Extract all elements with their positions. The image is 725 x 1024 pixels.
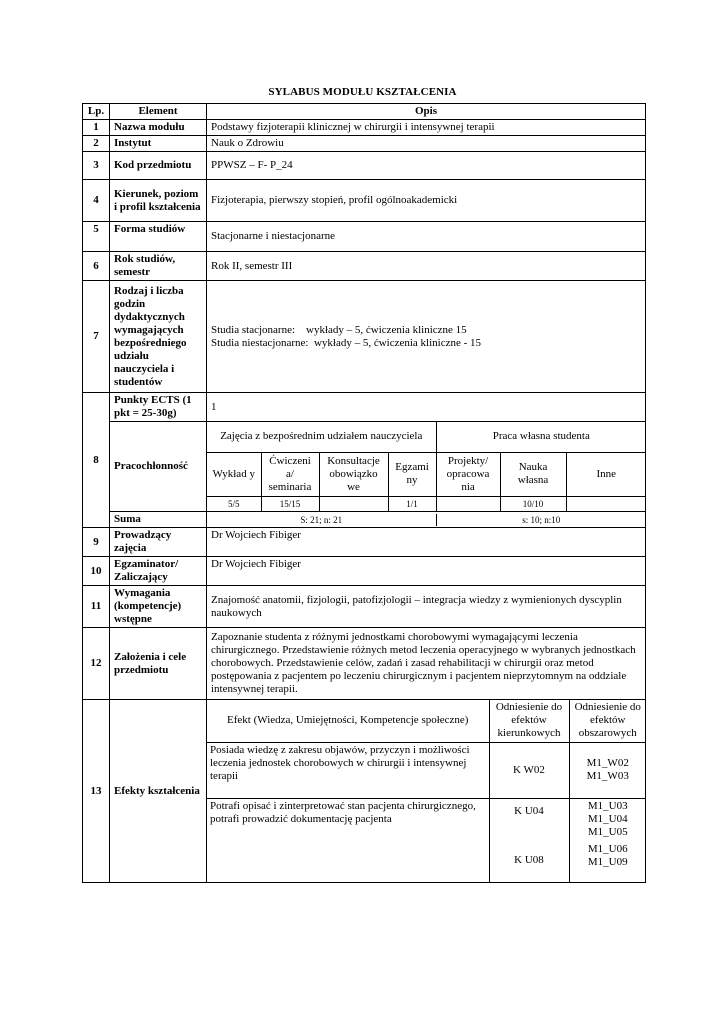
col-other: Inne bbox=[566, 452, 646, 496]
row-description: Dr Wojciech Fibiger bbox=[207, 528, 646, 557]
obsz-code: M1_U05 bbox=[587, 825, 628, 838]
col-exercises: Ćwiczeni a/ seminaria bbox=[261, 452, 319, 496]
row-number: 7 bbox=[83, 281, 110, 393]
table-row bbox=[83, 152, 646, 180]
table-row bbox=[83, 393, 646, 422]
row-element: Prowadzący zajęcia bbox=[110, 528, 207, 557]
obsz-code: M1_U09 bbox=[587, 855, 628, 868]
obsz-code: M1_W02 bbox=[586, 757, 629, 769]
header-element: Element bbox=[110, 104, 207, 120]
own-work-header: Praca własna studenta bbox=[436, 422, 646, 452]
effect-obsz bbox=[569, 742, 646, 798]
sum-cell bbox=[207, 512, 646, 528]
value-lectures: 5/5 bbox=[207, 496, 261, 511]
row-element: Forma studiów bbox=[110, 222, 207, 252]
table-row bbox=[83, 180, 646, 222]
row-description: Rok II, semestr III bbox=[207, 252, 646, 281]
syllabus-table bbox=[82, 103, 646, 883]
workload-table bbox=[207, 422, 646, 511]
row-description: Fizjoterapia, pierwszy stopień, profil ogólnoakademicki bbox=[207, 180, 646, 222]
col-consultations: Konsultacje obowiązko we bbox=[319, 452, 388, 496]
header-opis: Opis bbox=[207, 104, 646, 120]
row-element: Rok studiów, semestr bbox=[110, 252, 207, 281]
kier-code: K U04 bbox=[514, 804, 544, 817]
row-number: 6 bbox=[83, 252, 110, 281]
row-number: 3 bbox=[83, 152, 110, 180]
row-element: Wymagania (kompetencje) wstępne bbox=[110, 586, 207, 628]
obsz-code: M1_W03 bbox=[586, 770, 629, 782]
hours-non-stationary: Studia niestacjonarne: wykłady – 5, ćwiczenia kliniczne - 15 bbox=[211, 336, 482, 349]
row-description: Znajomość anatomii, fizjologii, patofizjologii – integracja wiedzy z wymienionych dyscyplin naukowych bbox=[207, 586, 646, 628]
row-description: Stacjonarne i niestacjonarne bbox=[207, 222, 646, 252]
row-number: 13 bbox=[83, 700, 110, 883]
row-description: Nauk o Zdrowiu bbox=[207, 136, 646, 152]
value-other bbox=[566, 496, 646, 511]
row-number: 11 bbox=[83, 586, 110, 628]
table-row bbox=[83, 557, 646, 586]
value-self-study: 10/10 bbox=[500, 496, 566, 511]
row-element: Kod przedmiotu bbox=[110, 152, 207, 180]
row-number: 10 bbox=[83, 557, 110, 586]
ects-value: 1 bbox=[207, 393, 646, 422]
workload-label: Pracochłonność bbox=[110, 422, 207, 512]
value-exams: 1/1 bbox=[388, 496, 436, 511]
value-exercises: 15/15 bbox=[261, 496, 319, 511]
table-header-row bbox=[83, 104, 646, 120]
col-effect: Efekt (Wiedza, Umiejętności, Kompetencje społeczne) bbox=[207, 700, 489, 742]
col-kierunkowe: Odniesienie do efektów kierunkowych bbox=[489, 700, 569, 742]
value-consultations bbox=[319, 496, 388, 511]
row-element: Efekty kształcenia bbox=[110, 700, 207, 883]
obsz-code: M1_U06 bbox=[587, 842, 628, 855]
row-number: 12 bbox=[83, 628, 110, 700]
row-element: Rodzaj i liczba godzin dydaktycznych wymagających bezpośredniego udziału nauczyciela i studentów bbox=[110, 281, 207, 393]
row-number: 5 bbox=[83, 222, 110, 252]
sum-label: Suma bbox=[110, 512, 207, 528]
effect-text: Posiada wiedzę z zakresu objawów, przyczyn i możliwości leczenia jednostek chorobowych w chirurgii i intensywnej terapii bbox=[207, 742, 489, 798]
sum-row bbox=[83, 512, 646, 528]
table-row bbox=[83, 628, 646, 700]
col-projects: Projekty/ opracowa nia bbox=[436, 452, 500, 496]
document-title: SYLABUS MODUŁU KSZTAŁCENIA bbox=[268, 86, 457, 98]
row-element: Nazwa modułu bbox=[110, 120, 207, 136]
row-element: Instytut bbox=[110, 136, 207, 152]
row-description bbox=[207, 281, 646, 393]
col-exams: Egzami ny bbox=[388, 452, 436, 496]
effect-text: Potrafi opisać i zinterpretować stan pacjenta chirurgicznego, potrafi prowadzić dokumentację pacjenta bbox=[207, 798, 489, 882]
row-number: 2 bbox=[83, 136, 110, 152]
outcomes-cell bbox=[207, 700, 646, 883]
direct-hours-header: Zajęcia z bezpośrednim udziałem nauczyciela bbox=[207, 422, 436, 452]
row-description: Zapoznanie studenta z różnymi jednostkami chorobowymi wymagającymi leczenia chirurgicznego. Przedstawienie różnych metod leczenia operacyjnego w wybranych jednostkach chorobowych. Przedstawienie celów, zadań i zasad rehabilitacji w chirurgii oraz metod postępowania z pacjentem po leczeniu chirurgicznym i pacjentem nieprzytomnym na oddziale intensywnej terapii. bbox=[207, 628, 646, 700]
row-number: 9 bbox=[83, 528, 110, 557]
kier-code: K U08 bbox=[514, 853, 544, 866]
outcomes-table bbox=[207, 700, 646, 882]
effect-kier bbox=[489, 798, 569, 882]
row-element: Egzaminator/ Zaliczający bbox=[110, 557, 207, 586]
table-row bbox=[83, 252, 646, 281]
sum-table bbox=[207, 514, 646, 526]
ects-label: Punkty ECTS (1 pkt = 25-30g) bbox=[110, 393, 207, 422]
table-row bbox=[83, 222, 646, 252]
row-element: Kierunek, poziom i profil kształcenia bbox=[110, 180, 207, 222]
table-row bbox=[83, 528, 646, 557]
obsz-code: M1_U04 bbox=[587, 812, 628, 825]
row-number: 1 bbox=[83, 120, 110, 136]
table-row bbox=[83, 586, 646, 628]
hours-stationary: Studia stacjonarne: wykłady – 5, ćwiczenia kliniczne 15 bbox=[211, 323, 467, 336]
row-element: Założenia i cele przedmiotu bbox=[110, 628, 207, 700]
row-number: 8 bbox=[83, 393, 110, 528]
row-number: 4 bbox=[83, 180, 110, 222]
header-lp: Lp. bbox=[83, 104, 110, 120]
table-row bbox=[83, 136, 646, 152]
learning-outcomes-row bbox=[83, 700, 646, 883]
sum-direct: S: 21; n: 21 bbox=[207, 514, 436, 526]
value-projects bbox=[436, 496, 500, 511]
effect-obsz bbox=[569, 798, 646, 882]
obsz-code: M1_U03 bbox=[587, 799, 628, 812]
row-description: Podstawy fizjoterapii klinicznej w chirurgii i intensywnej terapii bbox=[207, 120, 646, 136]
col-obszarowe: Odniesienie do efektów obszarowych bbox=[569, 700, 646, 742]
effect-kier: K W02 bbox=[489, 742, 569, 798]
workload-row bbox=[83, 422, 646, 512]
workload-cell bbox=[207, 422, 646, 512]
col-lectures: Wykład y bbox=[207, 452, 261, 496]
table-row bbox=[83, 120, 646, 136]
table-row bbox=[83, 281, 646, 393]
row-description: Dr Wojciech Fibiger bbox=[207, 557, 646, 586]
sum-own: s: 10; n:10 bbox=[436, 514, 646, 526]
row-description: PPWSZ – F- P_24 bbox=[207, 152, 646, 180]
col-self-study: Nauka własna bbox=[500, 452, 566, 496]
